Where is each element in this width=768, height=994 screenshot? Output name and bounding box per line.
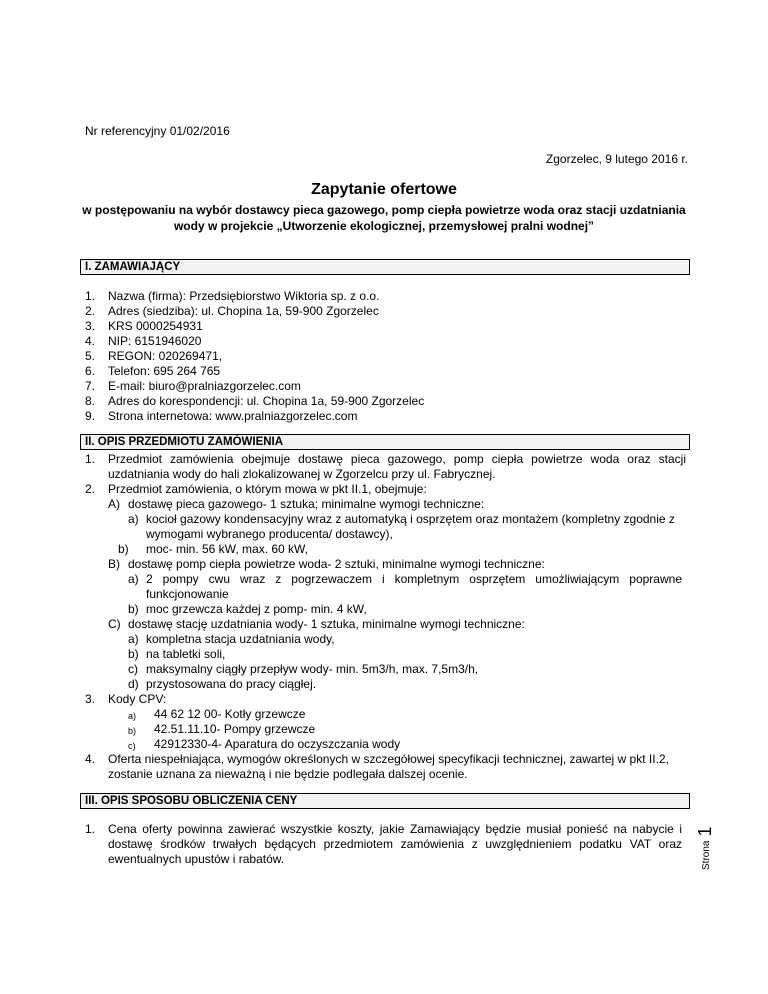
spec-line: kocioł gazowy kondensacyjny wraz z automatyką i osprzętem oraz montażem (kompletny zgodnie z [146, 512, 675, 526]
sub-label: b) [128, 602, 139, 616]
item-heat-pumps: dostawę pomp ciepła powietrze woda- 2 sztuki, minimalne wymogi techniczne: [128, 557, 545, 571]
sub-label: A) [108, 497, 120, 511]
list-item [85, 394, 685, 409]
sub-label: a) [128, 512, 139, 526]
document-subtitle: w postępowaniu na wybór dostawcy pieca gazowego, pomp ciepła powietrze woda oraz stacji uzdatniania wody w projekcie „Utworzenie ekologicznej, przemysłowej pralni wodnej” [82, 203, 686, 233]
list-item-text: E-mail: biuro@pralniazgorzelec.com [108, 379, 301, 393]
list-number: 2. [85, 304, 96, 318]
paragraph-subject: Przedmiot zamówienia obejmuje dostawę pieca gazowego, pomp ciepła powietrze woda oraz stacji uzdatniania wody do hali zlokalizowanej w Zgorzelcu przy ul. Fabrycznej. [108, 452, 686, 481]
document-date: Zgorzelec, 9 lutego 2016 r. [545, 152, 688, 166]
item-water-station: dostawę stację uzdatniania wody- 1 sztuka, minimalne wymogi techniczne: [128, 617, 525, 631]
list-item-text: Strona internetowa: www.pralniazgorzelec.com [108, 409, 358, 423]
sub-label: C) [108, 617, 121, 631]
contact-list [85, 289, 685, 424]
paragraph-offer-line: zostanie uznana za nieważną i nie będzie podlegała dalszej ocenie. [108, 767, 468, 781]
sub-label: a) [128, 632, 139, 646]
cpv-code: 42.51.11.10- Pompy grzewcze [154, 722, 316, 736]
list-number: 1. [85, 452, 96, 466]
spec-line: moc- min. 56 kW, max. 60 kW, [146, 542, 309, 556]
reference-number: Nr referencyjny 01/02/2016 [85, 124, 230, 138]
spec-line: moc grzewcza każdej z pomp- min. 4 kW, [146, 602, 367, 616]
sub-label: c) [128, 662, 138, 676]
list-number: 3. [85, 692, 96, 706]
spec-line: przystosowana do pracy ciągłej. [146, 677, 317, 691]
page-word: Strona [701, 840, 712, 870]
list-item-text: Telefon: 695 264 765 [108, 364, 221, 378]
section-heading-zamawiajacy: I. ZAMAWIAJĄCY [80, 259, 690, 275]
page-number-side [695, 810, 718, 870]
list-number: 5. [85, 349, 96, 363]
document-title: Zapytanie ofertowe [311, 181, 457, 198]
list-item [85, 409, 685, 424]
sub-label: d) [128, 677, 139, 691]
spec-line: kompletna stacja uzdatniania wody, [146, 632, 335, 646]
sub-label: B) [108, 557, 120, 571]
list-number: 1. [85, 289, 96, 303]
list-number: 3. [85, 319, 96, 333]
list-item-text: Adres (siedziba): ul. Chopina 1a, 59-900 Zgorzelec [108, 304, 379, 318]
list-number: 1. [85, 822, 96, 836]
list-item [85, 334, 685, 349]
list-item [85, 319, 685, 334]
paragraph-scope: Przedmiot zamówienia, o którym mowa w pkt II.1, obejmuje: [108, 482, 427, 496]
list-item-text: Adres do korespondencji: ul. Chopina 1a, 59-900 Zgorzelec [108, 394, 425, 408]
spec-line: 2 pompy cwu wraz z pogrzewaczem i kompletnym osprzętem umożliwiającym poprawne [146, 572, 682, 586]
paragraph-cpv: Kody CPV: [108, 692, 167, 706]
spec-line: na tabletki soli, [146, 647, 226, 661]
sub-label: a) [128, 711, 137, 721]
spec-line: wymogami wybranego producenta/ dostawcy), [146, 527, 393, 541]
item-gas-boiler: dostawę pieca gazowego- 1 sztuka; minimalne wymogi techniczne: [128, 497, 485, 511]
spec-line: funkcjonowanie [146, 587, 229, 601]
section-heading-opis-ceny: III. OPIS SPOSOBU OBLICZENIA CENY [80, 793, 690, 809]
list-number: 4. [85, 334, 96, 348]
list-number: 8. [85, 394, 96, 408]
list-item [85, 304, 685, 319]
list-item-text: KRS 0000254931 [108, 319, 203, 333]
list-item-text: Nazwa (firma): Przedsiębiorstwo Wiktoria sp. z o.o. [108, 289, 380, 303]
cpv-code: 42912330-4- Aparatura do oczyszczania wody [154, 737, 401, 751]
list-item-text: REGON: 020269471, [108, 349, 223, 363]
paragraph-offer-line: Oferta niespełniająca, wymogów określonych w szczegółowej specyfikacji technicznej, zawartej w pkt II.2, [108, 752, 669, 766]
list-item-text: NIP: 6151946020 [108, 334, 202, 348]
list-item [85, 289, 685, 304]
cpv-code: 44 62 12 00- Kotły grzewcze [154, 707, 306, 721]
list-number: 2. [85, 482, 96, 496]
page-number: 1 [695, 826, 715, 837]
sub-label: b) [118, 542, 129, 556]
paragraph-price: Cena oferty powinna zawierać wszystkie koszty, jakie Zamawiający będzie musiał ponieść na nabycie i dostawę środków trwałych będących przedmiotem zamówienia z uwzględnieniem podatku VAT oraz ewentualnych upustów i rabatów. [108, 822, 682, 866]
spec-line: maksymalny ciągły przepływ wody- min. 5m3/h, max. 7,5m3/h, [146, 662, 479, 676]
list-item [85, 364, 685, 379]
sub-label: b) [128, 647, 139, 661]
list-number: 6. [85, 364, 96, 378]
list-item [85, 349, 685, 364]
list-number: 9. [85, 409, 96, 423]
list-item [85, 379, 685, 394]
list-number: 7. [85, 379, 96, 393]
sub-label: b) [128, 726, 137, 736]
sub-label: c) [128, 741, 136, 751]
section-heading-opis-przedmiotu: II. OPIS PRZEDMIOTU ZAMÓWIENIA [80, 434, 690, 450]
list-number: 4. [85, 752, 96, 766]
sub-label: a) [128, 572, 139, 586]
